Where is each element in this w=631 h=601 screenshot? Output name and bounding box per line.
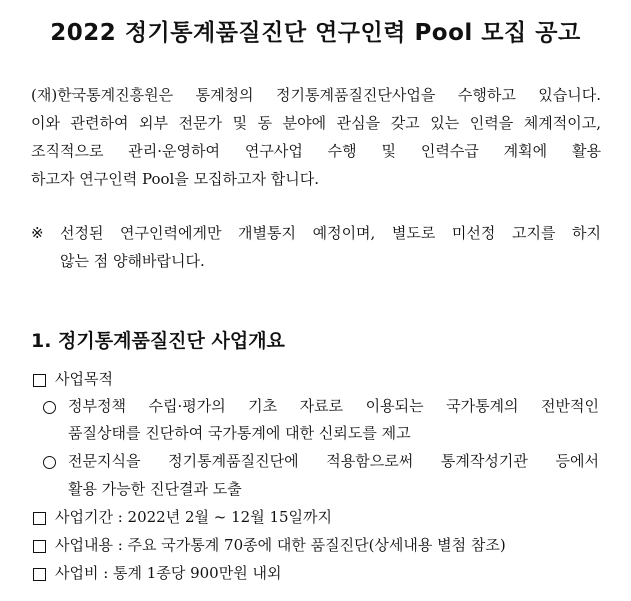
checkbox-content [33, 540, 46, 553]
checkbox-purpose [33, 374, 46, 387]
purpose-item-2-line-2: 활용 가능한 진단결과 도출 [68, 480, 242, 498]
note-line-1: 선정된 연구인력에게만 개별통지 예정이며, 별도로 미선정 고지를 하지 [60, 224, 601, 242]
period-line: 사업기간 : 2022년 2월 ~ 12월 15일까지 [55, 508, 333, 526]
page-title: 2022 정기통계품질진단 연구인력 Pool 모집 공고 [50, 20, 581, 46]
content-line: 사업내용 : 주요 국가통계 70종에 대한 품질진단(상세내용 별첨 참조) [55, 536, 506, 554]
bullet-circle-1 [43, 401, 56, 414]
purpose-item-1-line-1: 정부정책 수립·평가의 기초 자료로 이용되는 국가통계의 전반적인 [68, 397, 599, 415]
purpose-item-2-line-1: 전문지식을 정기통계품질진단에 적용함으로써 통계작성기관 등에서 [68, 452, 599, 470]
budget-line: 사업비 : 통계 1종당 900만원 내외 [55, 564, 282, 582]
bullet-circle-2 [43, 456, 56, 469]
section-heading: 1. 정기통계품질진단 사업개요 [31, 330, 285, 352]
reference-mark: ※ [31, 224, 44, 242]
checkbox-period [33, 512, 46, 525]
note-line-2: 않는 점 양해바랍니다. [60, 252, 205, 270]
intro-line-4: 하고자 연구인력 Pool을 모집하고자 합니다. [31, 170, 320, 188]
purpose-label: 사업목적 [55, 370, 113, 388]
intro-line-1: (재)한국통계진흥원은 통계청의 정기통계품질진단사업을 수행하고 있습니다. [31, 86, 601, 104]
intro-line-3: 조직적으로 관리·운영하여 연구사업 수행 및 인력수급 계획에 활용 [31, 142, 601, 160]
purpose-item-1-line-2: 품질상태를 진단하여 국가통계에 대한 신뢰도를 제고 [68, 424, 411, 442]
checkbox-budget [33, 568, 46, 581]
intro-line-2: 이와 관련하여 외부 전문가 및 동 분야에 관심을 갖고 있는 인력을 체계적이고, [31, 114, 601, 132]
